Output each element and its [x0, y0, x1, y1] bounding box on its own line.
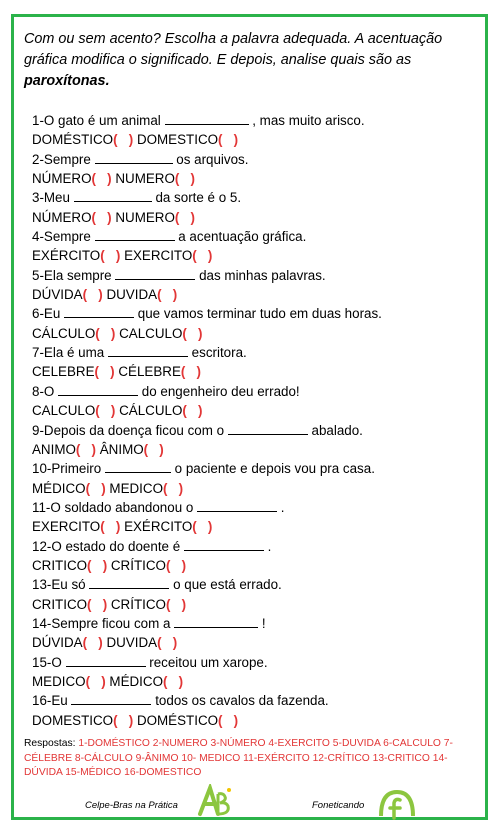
- question-text: 14-Sempre ficou com a: [32, 615, 171, 631]
- option-box[interactable]: ( ): [95, 403, 116, 419]
- question-13: [32, 575, 482, 594]
- answer-blank[interactable]: [95, 227, 175, 241]
- answer-blank[interactable]: [95, 150, 173, 164]
- instructions-text: Com ou sem acento? Escolha a palavra adequada. A acentuação gráfica modifica o significado. E depois, analise quais são as: [24, 31, 443, 68]
- option-box[interactable]: ( ): [143, 441, 164, 457]
- question-text-end: o que está errado.: [173, 577, 282, 593]
- option-box[interactable]: ( ): [85, 480, 106, 496]
- option-word: MEDICO: [109, 480, 163, 496]
- question-3: [32, 188, 482, 207]
- answer-blank[interactable]: [64, 304, 134, 318]
- answer-blank[interactable]: [71, 691, 151, 705]
- question-text-end: !: [261, 615, 266, 631]
- options-14: [32, 633, 482, 652]
- options-7: [32, 362, 482, 381]
- question-14: [32, 614, 482, 633]
- option-box[interactable]: ( ): [100, 248, 121, 264]
- answer-blank[interactable]: [197, 498, 277, 512]
- footer-right-text: Foneticando: [312, 800, 365, 811]
- answers: [24, 737, 482, 781]
- options-11: [32, 517, 482, 536]
- option-word: EXÉRCITO: [124, 519, 193, 535]
- options-4: [32, 246, 482, 265]
- question-text: 15-O: [32, 654, 62, 670]
- options-6: [32, 324, 482, 343]
- question-16: [32, 691, 482, 710]
- option-word: CÁLCULO: [32, 325, 96, 341]
- question-1: [32, 111, 482, 130]
- option-word: NUMERO: [115, 209, 175, 225]
- question-10: [32, 459, 482, 478]
- question-text: 2-Sempre: [32, 151, 91, 167]
- answer-blank[interactable]: [58, 382, 138, 396]
- ab-logo: [196, 784, 234, 818]
- instructions: [24, 29, 479, 92]
- option-box[interactable]: ( ): [91, 171, 112, 187]
- option-word: MÉDICO: [32, 480, 86, 496]
- option-box[interactable]: ( ): [192, 519, 213, 535]
- option-word: MEDICO: [32, 673, 86, 689]
- option-box[interactable]: ( ): [218, 712, 239, 728]
- options-10: [32, 479, 482, 498]
- option-word: CELEBRE: [32, 364, 95, 380]
- option-word: EXÉRCITO: [32, 248, 101, 264]
- option-box[interactable]: ( ): [94, 364, 115, 380]
- question-text-end: .: [280, 499, 285, 515]
- answer-blank[interactable]: [228, 421, 308, 435]
- answer-blank[interactable]: [174, 614, 258, 628]
- option-word: CALCULO: [32, 403, 96, 419]
- question-12: [32, 537, 482, 556]
- option-box[interactable]: ( ): [157, 635, 178, 651]
- option-word: CÁLCULO: [119, 403, 183, 419]
- option-box[interactable]: ( ): [87, 557, 108, 573]
- question-text: 13-Eu só: [32, 577, 86, 593]
- option-box[interactable]: ( ): [174, 171, 195, 187]
- option-word: DOMÉSTICO: [32, 132, 114, 148]
- question-text: 16-Eu: [32, 693, 68, 709]
- question-text: 10-Primeiro: [32, 461, 102, 477]
- question-text-end: da sorte é o 5.: [155, 190, 242, 206]
- question-text-end: o paciente e depois vou pra casa.: [174, 461, 375, 477]
- question-text-end: abalado.: [311, 422, 363, 438]
- option-box[interactable]: ( ): [82, 287, 103, 303]
- question-5: [32, 266, 482, 285]
- option-word: DÚVIDA: [32, 635, 83, 651]
- option-word: NÚMERO: [32, 209, 92, 225]
- option-box[interactable]: ( ): [85, 673, 106, 689]
- option-box[interactable]: ( ): [182, 325, 203, 341]
- option-box[interactable]: ( ): [75, 441, 97, 457]
- options-5: [32, 285, 482, 304]
- question-8: [32, 382, 482, 401]
- instructions-bold: paroxítonas: [24, 73, 106, 89]
- question-text: 5-Ela sempre: [32, 267, 112, 283]
- option-box[interactable]: ( ): [182, 403, 203, 419]
- question-text-end: .: [267, 538, 272, 554]
- options-8: [32, 401, 482, 420]
- option-box[interactable]: ( ): [87, 596, 108, 612]
- question-text-end: a acentuação gráfica.: [178, 229, 307, 245]
- question-text: 3-Meu: [32, 190, 70, 206]
- options-15: [32, 672, 482, 691]
- options-13: [32, 595, 482, 614]
- option-box[interactable]: ( ): [163, 480, 184, 496]
- option-word: DOMESTICO: [136, 132, 219, 148]
- answer-blank[interactable]: [74, 188, 152, 202]
- option-box[interactable]: ( ): [113, 712, 134, 728]
- answers-text: 1-DOMÉSTICO 2-NUMERO 3-NÚMERO 4-EXERCITO 5-DUVIDA 6-CALCULO 7-CÉLEBRE 8-CÁLCULO 9-ÂNIMO 10- MEDICO 11-EXÉRCITO 12-CRÍTICO 13-CRITICO 14-DÚVIDA 15-MÉDICO 16-DOMESTICO: [24, 738, 453, 778]
- option-word: DUVIDA: [106, 287, 158, 303]
- question-text-end: receitou um xarope.: [149, 654, 268, 670]
- question-2: [32, 150, 482, 169]
- option-word: DOMÉSTICO: [136, 712, 219, 728]
- option-word: ÂNIMO: [99, 441, 144, 457]
- instructions-end: .: [105, 73, 110, 89]
- question-6: [32, 304, 482, 323]
- option-box[interactable]: ( ): [218, 132, 239, 148]
- option-box[interactable]: ( ): [95, 325, 116, 341]
- option-box[interactable]: ( ): [157, 287, 178, 303]
- answer-blank[interactable]: [184, 537, 264, 551]
- option-word: EXERCITO: [32, 519, 101, 535]
- question-text-end: das minhas palavras.: [199, 267, 326, 283]
- question-text: 11-O soldado abandonou o: [32, 499, 194, 515]
- answer-blank[interactable]: [105, 459, 171, 473]
- question-text-end: que vamos terminar tudo em duas horas.: [137, 306, 382, 322]
- option-word: DÚVIDA: [32, 287, 83, 303]
- answer-blank[interactable]: [66, 653, 146, 667]
- options-9: [32, 440, 482, 459]
- options-3: [32, 208, 482, 227]
- question-list: [32, 111, 482, 730]
- option-word: NÚMERO: [32, 171, 92, 187]
- option-box[interactable]: ( ): [165, 596, 187, 612]
- question-15: [32, 653, 482, 672]
- option-box[interactable]: ( ): [91, 209, 112, 225]
- option-word: CRITICO: [32, 557, 88, 573]
- question-text-end: escritora.: [191, 345, 247, 361]
- option-box[interactable]: ( ): [100, 519, 121, 535]
- option-word: NUMERO: [115, 171, 175, 187]
- options-2: [32, 169, 482, 188]
- question-text: 9-Depois da doença ficou com o: [32, 422, 225, 438]
- question-text: 1-O gato é um animal: [32, 113, 161, 128]
- option-word: CRÍTICO: [110, 596, 166, 612]
- answer-blank[interactable]: [165, 111, 249, 125]
- option-word: CALCULO: [119, 325, 183, 341]
- options-16: [32, 711, 482, 730]
- option-box[interactable]: ( ): [82, 635, 103, 651]
- option-box[interactable]: ( ): [192, 248, 213, 264]
- question-11: [32, 498, 482, 517]
- option-word: EXERCITO: [124, 248, 193, 264]
- footer-left-text: Celpe-Bras na Prática: [85, 800, 178, 811]
- question-text: 12-O estado do doente é: [32, 538, 181, 554]
- option-box[interactable]: ( ): [163, 673, 184, 689]
- question-text-end: do engenheiro deu errado!: [141, 383, 300, 399]
- option-word: DOMESTICO: [32, 712, 114, 728]
- question-text: 8-O: [32, 383, 55, 399]
- options-12: [32, 556, 482, 575]
- answer-blank[interactable]: [108, 343, 188, 357]
- question-text-end: os arquivos.: [176, 151, 249, 167]
- f-logo: [378, 786, 416, 820]
- option-box[interactable]: ( ): [180, 364, 201, 380]
- question-text: 7-Ela é uma: [32, 345, 105, 361]
- answers-label: Respostas:: [24, 738, 76, 749]
- question-text: 6-Eu: [32, 306, 61, 322]
- options-1: [32, 130, 482, 149]
- question-4: [32, 227, 482, 246]
- option-word: CÉLEBRE: [118, 364, 181, 380]
- option-word: DUVIDA: [106, 635, 158, 651]
- option-box[interactable]: ( ): [174, 209, 195, 225]
- question-text-end: , mas muito arisco.: [252, 113, 365, 128]
- option-word: MÉDICO: [109, 673, 163, 689]
- question-9: [32, 421, 482, 440]
- question-text: 4-Sempre: [32, 229, 91, 245]
- option-box[interactable]: ( ): [113, 132, 134, 148]
- option-word: CRITICO: [32, 596, 88, 612]
- answer-blank[interactable]: [115, 266, 195, 280]
- answer-blank[interactable]: [89, 575, 169, 589]
- question-7: [32, 343, 482, 362]
- question-text-end: todos os cavalos da fazenda.: [155, 693, 329, 709]
- option-word: ANIMO: [32, 441, 76, 457]
- option-box[interactable]: ( ): [165, 557, 187, 573]
- option-word: CRÍTICO: [110, 557, 166, 573]
